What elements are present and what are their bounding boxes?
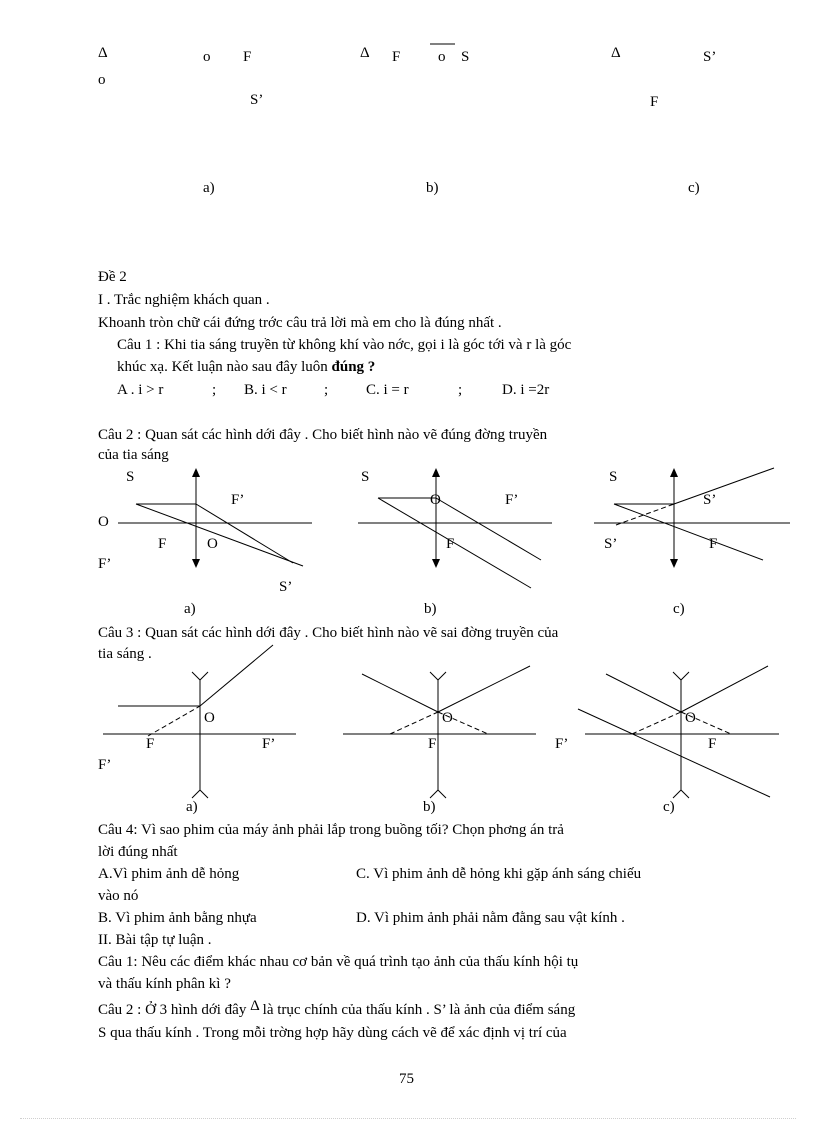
q3c-lens-bottom-left xyxy=(673,790,681,798)
q3c-lens-bottom-right xyxy=(681,790,689,798)
q1-emphasis: đúng ? xyxy=(331,359,376,375)
fig-a-caption: a) xyxy=(203,180,215,196)
q3a-lens-top-left xyxy=(192,672,200,680)
q2a-caption: a) xyxy=(184,601,196,617)
fig-a-o-left: o xyxy=(98,72,106,88)
essay-2-line-2: S qua thấu kính . Trong mỗi trờng hợp hãy dùng cách vẽ để xác định vị trí của xyxy=(98,1025,567,1041)
q3a-lens-bottom-left xyxy=(192,790,200,798)
essay-1-line-2: và thấu kính phân kì ? xyxy=(98,976,231,992)
q3c-lens-top-right xyxy=(681,672,689,680)
q2a-center: O xyxy=(207,536,218,552)
q1-line-2-text: khúc xạ. Kết luận nào sau đây luôn xyxy=(117,359,328,375)
section-2-heading: II. Bài tập tự luận . xyxy=(98,932,212,948)
section-1-heading: I . Trắc nghiệm khách quan . xyxy=(98,292,270,308)
fig-b-focus: F xyxy=(392,49,401,65)
q2-figures xyxy=(0,460,816,620)
q2a-o-left: O xyxy=(98,514,109,530)
q3c-ray-down xyxy=(606,674,681,712)
q1-separator-2: ; xyxy=(324,382,329,398)
q2c-focus: F xyxy=(709,536,718,552)
q4-option-c-line-1: C. Vì phim ảnh dễ hỏng khi gặp ánh sáng chiếu xyxy=(356,866,642,882)
q3c-ray-long xyxy=(578,709,770,797)
q3c-caption: c) xyxy=(663,799,675,815)
q3a-lens-top-right xyxy=(200,672,208,680)
q2c-lens-arrow-top xyxy=(670,468,678,477)
q2b-f-prime: F’ xyxy=(505,492,519,508)
q3c-extension-left xyxy=(632,712,681,734)
page-bottom-rule xyxy=(20,1118,796,1119)
q4-option-c-line-2: vào nó xyxy=(98,888,139,904)
fig-a-focus: F xyxy=(243,49,252,65)
q2-line-1: Câu 2 : Quan sát các hình dới đây . Cho biết hình nào vẽ đúng đờng truyền xyxy=(98,427,548,443)
q2b-ray-lower xyxy=(378,498,531,588)
q2b-lens-arrow-top xyxy=(432,468,440,477)
q3a-caption: a) xyxy=(186,799,198,815)
q1-separator-3: ; xyxy=(458,382,463,398)
page-number: 75 xyxy=(399,1071,414,1087)
q3c-focus: F xyxy=(708,736,717,752)
q2b-lens-arrow-bottom xyxy=(432,559,440,568)
q3a-focus: F xyxy=(146,736,155,752)
q1-option-b: B. i < r xyxy=(244,382,287,398)
fig-b-source: S xyxy=(461,49,470,65)
q3c-f-prime: F’ xyxy=(555,736,569,752)
q3-line-2: tia sáng . xyxy=(98,646,152,662)
q2c-ray-refracted xyxy=(674,468,774,504)
q1-separator-1: ; xyxy=(212,382,217,398)
fig-b-o: o xyxy=(438,49,446,65)
q3c-lens-top-left xyxy=(673,672,681,680)
q3-line-1: Câu 3 : Quan sát các hình dới đây . Cho biết hình nào vẽ sai đờng truyền của xyxy=(98,625,559,641)
q2c-image-top: S’ xyxy=(703,492,717,508)
instruction-text: Khoanh tròn chữ cái đứng trớc câu trả lời mà em cho là đúng nhất . xyxy=(98,315,502,331)
q1-option-d: D. i =2r xyxy=(502,382,550,398)
q4-option-a: A.Vì phim ảnh dễ hỏng xyxy=(98,866,240,882)
q2-line-2: của tia sáng xyxy=(98,447,169,463)
q2b-focus: F xyxy=(446,536,455,552)
q3c-ray-up xyxy=(681,666,768,712)
q3a-center: O xyxy=(204,710,215,726)
q3a-f-prime-left: F’ xyxy=(98,757,112,773)
q2a-ray-center xyxy=(136,504,303,566)
fig-c-image-point: S’ xyxy=(703,49,717,65)
q3a-f-prime: F’ xyxy=(262,736,276,752)
fig-a-o-top: o xyxy=(203,49,211,65)
q2b-center: O xyxy=(430,492,441,508)
fig-a-image-point: S’ xyxy=(250,92,264,108)
q4-option-d: D. Vì phim ảnh phải nằm đằng sau vật kính . xyxy=(356,910,625,926)
q3b-ray-up xyxy=(438,666,530,712)
q2c-caption: c) xyxy=(673,601,685,617)
exam-title: Đề 2 xyxy=(98,269,127,285)
q3a-lens-bottom-right xyxy=(200,790,208,798)
q3a-ray-refracted xyxy=(200,645,273,706)
q4-line-2: lời đúng nhất xyxy=(98,844,178,860)
essay-2-part-1: Câu 2 : Ở 3 hình dới đây xyxy=(98,1002,247,1018)
q2c-lens-arrow-bottom xyxy=(670,559,678,568)
q2a-ray-refracted xyxy=(196,504,293,563)
essay-2-line-1 xyxy=(98,998,576,1019)
q2c-image-left: S’ xyxy=(604,536,618,552)
q3b-ray-down xyxy=(362,674,438,712)
q4-line-1: Câu 4: Vì sao phim của máy ảnh phải lắp trong buồng tối? Chọn phơng án trả xyxy=(98,822,564,838)
q2a-focus: F xyxy=(158,536,167,552)
fig-c-delta: Δ xyxy=(611,45,621,61)
q3b-lens-bottom-right xyxy=(438,790,446,798)
fig-b-caption: b) xyxy=(426,180,439,196)
q3a-ray-extension xyxy=(148,706,200,736)
q3b-center: O xyxy=(442,710,453,726)
q1-line-1: Câu 1 : Khi tia sáng truyền từ không khí vào nớc, gọi i là góc tới và r là góc xyxy=(117,337,572,353)
q3b-lens-top-left xyxy=(430,672,438,680)
essay-2-delta: Δ xyxy=(250,998,259,1014)
essay-2-part-2: là trục chính của thấu kính . S’ là ảnh của điểm sáng xyxy=(262,1002,576,1018)
q3b-extension-left xyxy=(390,712,438,734)
q2b-caption: b) xyxy=(424,601,437,617)
q2c-ray-extension xyxy=(616,504,674,525)
q2a-lens-arrow-top xyxy=(192,468,200,477)
q1-option-c: C. i = r xyxy=(366,382,409,398)
q2a-f-prime-left: F’ xyxy=(98,556,112,572)
q3b-lens-top-right xyxy=(438,672,446,680)
essay-1-line-1: Câu 1: Nêu các điểm khác nhau cơ bản về quá trình tạo ảnh của thấu kính hội tụ xyxy=(98,954,579,970)
q2a-source: S xyxy=(126,469,135,485)
q2c-source: S xyxy=(609,469,618,485)
q1-option-a: A . i > r xyxy=(117,382,164,398)
q4-option-b: B. Vì phim ảnh bằng nhựa xyxy=(98,910,257,926)
q3-figures xyxy=(0,650,816,815)
q2c-ray-focus xyxy=(614,504,763,560)
fig-a-delta: Δ xyxy=(98,45,108,61)
q3b-lens-bottom-left xyxy=(430,790,438,798)
q3b-focus: F xyxy=(428,736,437,752)
q3b-caption: b) xyxy=(423,799,436,815)
q2a-f-prime: F’ xyxy=(231,492,245,508)
q2b-source: S xyxy=(361,469,370,485)
fig-c-focus: F xyxy=(650,94,659,110)
top-figures xyxy=(0,0,816,200)
q1-line-2 xyxy=(117,358,375,376)
q3c-center: O xyxy=(685,710,696,726)
fig-c-caption: c) xyxy=(688,180,700,196)
q2a-lens-arrow-bottom xyxy=(192,559,200,568)
fig-b-delta: Δ xyxy=(360,45,370,61)
q2a-image-point: S’ xyxy=(279,579,293,595)
